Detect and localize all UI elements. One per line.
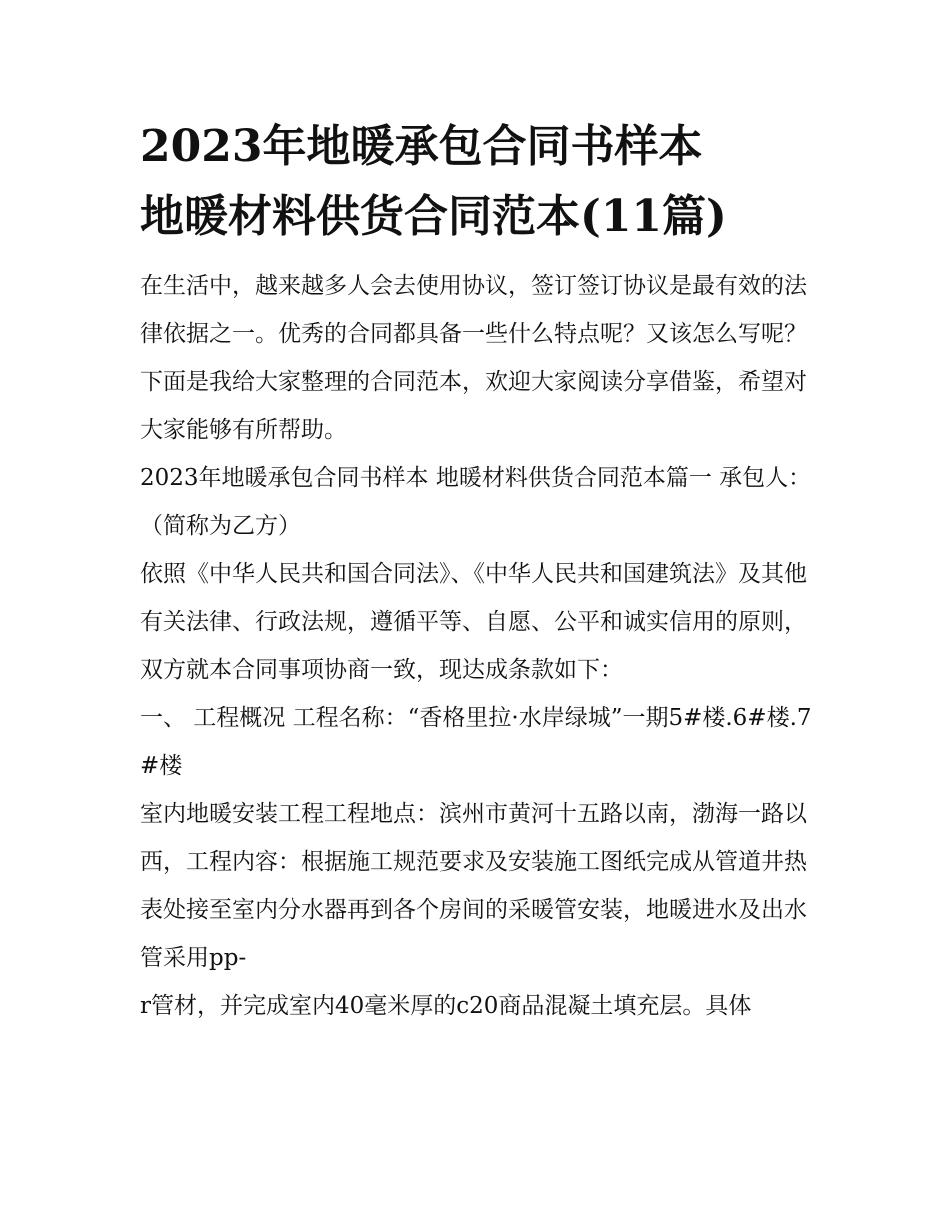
paragraph-legal-basis: 依照《中华人民共和国合同法》、《中华人民共和国建筑法》及其他有关法律、行政法规，遵循平等、自愿、公平和诚实信用的原则，双方就本合同事项协商一致，现达成条款如下： (140, 561, 807, 683)
document-title (140, 112, 812, 252)
paragraph-project-overview: 一、 工程概况 工程名称：“香格里拉·水岸绿城”一期5#楼.6#楼.7#楼 (140, 705, 812, 779)
document-body (140, 262, 812, 1030)
paragraph-intro: 在生活中，越来越多人会去使用协议，签订签订协议是最有效的法律依据之一。优秀的合同都具备一些什么特点呢？又该怎么写呢？下面是我给大家整理的合同范本，欢迎大家阅读分享借鉴，希望对大家能够有所帮助。 (140, 273, 807, 443)
paragraph-materials: r管材，并完成室内40毫米厚的c20商品混凝土填充层。具体 (140, 993, 752, 1019)
title-line-2: 地暖材料供货合同范本(11篇) (140, 191, 727, 242)
title-line-1: 2023年地暖承包合同书样本 (140, 121, 703, 172)
paragraph-contract-heading: 2023年地暖承包合同书样本 地暖材料供货合同范本篇一 承包人：（简称为乙方） (140, 465, 812, 539)
paragraph-project-location: 室内地暖安装工程工程地点：滨州市黄河十五路以南，渤海一路以西，工程内容：根据施工规范要求及安装施工图纸完成从管道井热表处接至室内分水器再到各个房间的采暖管安装，地暖进水及出水管采用pp- (140, 801, 807, 971)
document-page (140, 112, 812, 1030)
